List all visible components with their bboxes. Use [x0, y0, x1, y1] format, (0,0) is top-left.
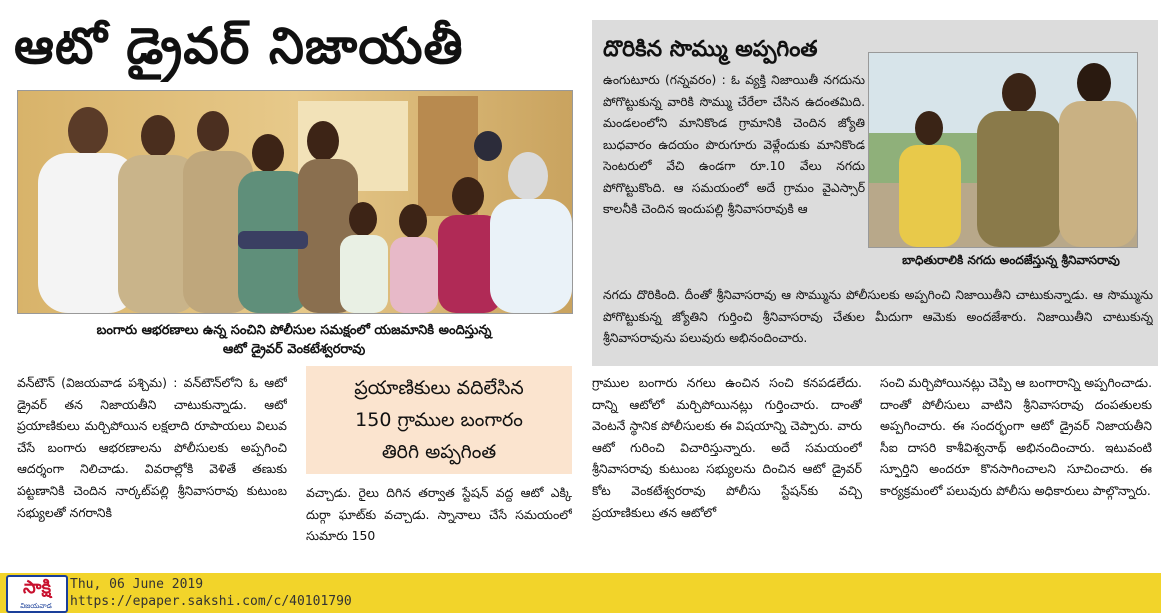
headline: ఆటో డ్రైవర్ నిజాయతీ: [14, 17, 464, 75]
sidebar-photo-caption: బాధితురాలికి నగదు అందజేస్తున్న శ్రీనివాసరావు: [902, 253, 1120, 267]
main-photo-caption-line2: ఆటో డ్రైవర్ వెంకటేశ్వరరావు: [222, 342, 366, 357]
main-photo: [17, 90, 573, 314]
sidebar-text: ఉంగుటూరు (గన్నవరం) : ఓ వ్యక్తి నిజాయితీ నగదును పోగొట్టుకున్న వారికి సొమ్ము చేరేలా చేసిన ఉదంతమిది. మండలంలోని మానికొండ గ్రామానికి చెందిన జ్యోతి బుధవారం ఉదయం పొరుగూరు వెళ్లేందుకు మానికొండ సెంటరులో వేచి ఉండగా రూ.10 వేలు నగదు పోగొట్టుకొంది. ఆ సమయంలో అదే గ్రామం వైఎస్సార్ కాలనీకి చెందిన ఇందుపల్లి శ్రీనివాసరావుకి ఆ: [603, 73, 865, 216]
footer-date: Thu, 06 June 2019: [70, 577, 204, 592]
sakshi-logo: సాక్షి: [6, 575, 68, 613]
pull-quote-line3: తిరిగి అప్పగింత: [381, 441, 497, 463]
pull-quote-line2: 150 గ్రాముల బంగారం: [355, 409, 523, 431]
pull-quote-line1: ప్రయాణికులు వదిలేసిన: [354, 377, 524, 399]
pull-quote: [306, 366, 572, 474]
article-column-3: గ్రాముల బంగారు నగలు ఉంచిన సంచి కనపడలేదు. దాన్ని ఆటోలో మర్చిపోయినట్లు గుర్తించారు. దాంతో వెంటనే స్థానిక పోలీసులకు ఈ విషయాన్ని చెప్పారు. వారు ఆటో గురించి విచారిస్తున్నారు. అదే సమయంలో శ్రీనివాసరావు కుటుంబ సభ్యులను దించిన ఆటో డ్రైవర్ కోట వెంకటేశ్వరరావు పోలీసు స్టేషన్‌కు వచ్చి ప్రయాణికులు తన ఆటోలో: [592, 375, 862, 520]
article-column-1: వన్‌టౌన్ (విజయవాడ పశ్చిమ) : వన్‌టౌన్‌లోని ఓ ఆటో డ్రైవర్ తన నిజాయతీని చాటుకున్నాడు. ఆటో ప్రయాణికులు మర్చిపోయిన లక్షలాది రూపాయలు విలువ చేసే బంగారు ఆభరణాలను పోలీసులకు అప్పగించి ఆదర్శంగా నిలిచాడు. వివరాల్లోకి వెళితే తణుకు పట్టణానికి చెందిన నార్కట్‌పల్లి శ్రీనివాసరావు కుటుంబ సభ్యులతో నగరానికి: [17, 375, 287, 520]
article-column-2: వచ్చాడు. రైలు దిగిన తర్వాత స్టేషన్ వద్ద ఆటో ఎక్కి దుర్గా ఘాట్‌కు వచ్చాడు. స్నానాలు చేసే సమయంలో సుమారు 150: [306, 485, 572, 544]
footer-url[interactable]: https://epaper.sakshi.com/c/40101790: [70, 594, 352, 609]
sidebar-text-continued: నగదు దొరికింది. దీంతో శ్రీనివాసరావు ఆ సొమ్మును పోలీసులకు అప్పగించి నిజాయితీని చాటుకున్నాడు. ఆ సొమ్మును పోగొట్టుకున్న జ్యోతిని గుర్తించి శ్రీనివాసరావు చేతుల మీదుగా ఆమెకు అందజేశారు. నిజాయితీని చాటుకున్న శ్రీనివాసరావును పలువురు అభినందించారు.: [603, 288, 1153, 345]
logo-subtitle: విజయవాడ: [20, 602, 52, 610]
sidebar-photo: [868, 52, 1138, 248]
article-column-4: సంచి మర్చిపోయినట్లు చెప్పి ఆ బంగారాన్ని అప్పగించాడు. దాంతో పోలీసులు వాటిని శ్రీనివాసరావు దంపతులకు అప్పగించారు. ఈ సందర్భంగా ఆటో డ్రైవర్ నిజాయతీని సీఐ దాసరి కాశీవిశ్వనాథ్ అభినందించారు. ఇటువంటి స్ఫూర్తిని అందరూ కొనసాగించాలని సూచించారు. ఈ కార్యక్రమంలో పలువురు పోలీసు అధికారులు పాల్గొన్నారు.: [880, 375, 1152, 498]
main-photo-caption-line1: బంగారు ఆభరణాలు ఉన్న సంచిని పోలీసుల సమక్షంలో యజమానికి అందిస్తున్న: [96, 323, 492, 338]
sidebar-title: దొరికిన సొమ్ము అప్పగింత: [603, 37, 818, 62]
